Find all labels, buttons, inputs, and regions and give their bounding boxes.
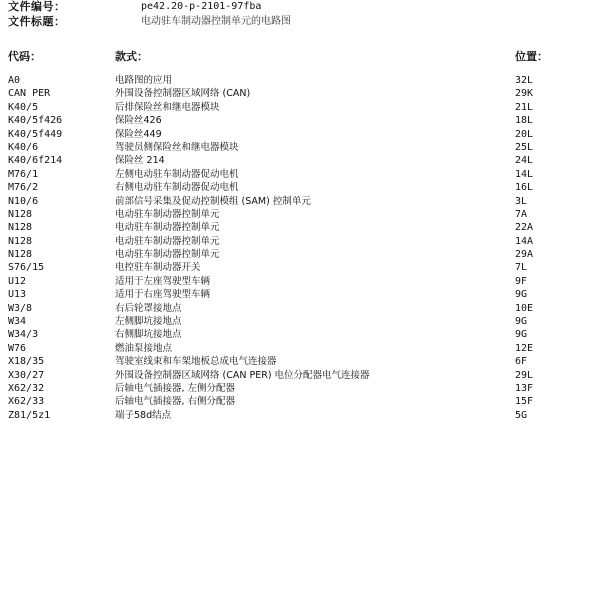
row-position: 12E <box>515 342 534 354</box>
row-position: 29K <box>515 88 534 100</box>
row-code: X62/33 <box>8 396 45 408</box>
row-description: 电动驻车制动器控制单元 <box>115 208 220 220</box>
header-position: 位置： <box>515 50 548 63</box>
row-position: 16L <box>515 182 534 194</box>
row-code: N128 <box>8 222 33 234</box>
table-row <box>8 409 598 422</box>
table-header <box>8 50 598 64</box>
row-position: 24L <box>515 155 534 167</box>
table-row <box>8 288 598 301</box>
table-row <box>8 74 598 87</box>
row-position: 13F <box>515 382 534 394</box>
row-position: 7A <box>515 208 528 220</box>
row-code: M76/2 <box>8 182 39 194</box>
row-position: 20L <box>515 128 534 140</box>
row-description: 后轴电气插接器, 左侧分配器 <box>115 382 236 394</box>
row-code: K40/6 <box>8 141 39 153</box>
row-description: 电动驻车制动器控制单元 <box>115 235 220 247</box>
table-row <box>8 369 598 382</box>
legend-table <box>8 74 598 422</box>
table-row <box>8 382 598 395</box>
table-row <box>8 208 598 221</box>
row-position: 29A <box>515 249 534 261</box>
table-row <box>8 101 598 114</box>
row-position: 9G <box>515 329 528 341</box>
row-description: 电动驻车制动器控制单元 <box>115 249 220 261</box>
row-position: 32L <box>515 75 534 86</box>
table-row <box>8 235 598 248</box>
row-description: 保险丝 214 <box>115 155 165 167</box>
row-code: K40/6f214 <box>8 155 63 167</box>
row-position: 3L <box>515 195 528 207</box>
row-description: 电动驻车制动器控制单元 <box>115 222 220 234</box>
row-description: 保险丝426 <box>115 115 162 127</box>
row-position: 18L <box>515 115 534 127</box>
row-description: 驾驶室线束和车架地板总成电气连接器 <box>115 356 277 368</box>
row-code: N128 <box>8 208 33 220</box>
row-description: 外围设备控制器区域网络 (CAN) <box>115 88 251 100</box>
table-row <box>8 87 598 100</box>
table-row <box>8 168 598 181</box>
table-row <box>8 114 598 127</box>
header-description: 款式： <box>115 50 148 63</box>
row-description: 适用于右座驾驶型车辆 <box>115 289 211 301</box>
row-description: 右侧电动驻车制动器促动电机 <box>115 182 239 194</box>
table-row <box>8 154 598 167</box>
table-row <box>8 275 598 288</box>
row-code: U12 <box>8 275 27 287</box>
table-row <box>8 141 598 154</box>
header-code: 代码： <box>8 50 41 63</box>
row-position: 22A <box>515 222 534 234</box>
table-row <box>8 128 598 141</box>
row-position: 5G <box>515 409 528 421</box>
row-code: Z81/5z1 <box>8 409 51 421</box>
row-code: S76/15 <box>8 262 45 274</box>
row-code: CAN PER <box>8 88 51 100</box>
row-position: 21L <box>515 101 534 113</box>
table-row <box>8 248 598 261</box>
row-position: 9F <box>515 275 528 287</box>
row-description: 外围设备控制器区域网络 (CAN PER) 电位分配器电气连接器 <box>115 369 370 381</box>
row-code: X18/35 <box>8 356 45 368</box>
row-description: 适用于左座驾驶型车辆 <box>115 275 211 287</box>
row-position: 9G <box>515 289 528 301</box>
row-code: K40/5f426 <box>8 115 63 127</box>
row-code: N128 <box>8 235 33 247</box>
row-position: 25L <box>515 141 534 153</box>
table-row <box>8 261 598 274</box>
row-position: 14A <box>515 235 534 247</box>
row-code: W34 <box>8 316 27 328</box>
file-number-label: 文件编号： <box>8 0 66 13</box>
row-description: 燃油泵接地点 <box>115 342 173 354</box>
row-position: 6F <box>515 356 528 368</box>
row-position: 29L <box>515 369 534 381</box>
file-number-value: pe42.20-p-2101-97fba <box>141 1 262 12</box>
row-code: U13 <box>8 289 27 301</box>
row-code: K40/5f449 <box>8 128 63 140</box>
row-description: 电路图的应用 <box>115 75 173 86</box>
table-row <box>8 315 598 328</box>
row-position: 15F <box>515 396 534 408</box>
row-code: X30/27 <box>8 369 45 381</box>
table-row <box>8 181 598 194</box>
row-code: M76/1 <box>8 168 39 180</box>
row-position: 10E <box>515 302 534 314</box>
row-code: K40/5 <box>8 101 39 113</box>
row-description: 左侧电动驻车制动器促动电机 <box>115 168 239 180</box>
row-code: N10/6 <box>8 195 39 207</box>
row-description: 右侧脚坑接地点 <box>115 329 182 341</box>
row-code: W3/8 <box>8 302 33 314</box>
row-description: 右后轮罩接地点 <box>115 302 182 314</box>
row-description: 后轴电气插接器, 右侧分配器 <box>115 396 236 408</box>
row-description: 端子58d结点 <box>115 409 172 421</box>
file-title-label: 文件标题： <box>8 15 66 28</box>
table-row <box>8 328 598 341</box>
row-position: 14L <box>515 168 534 180</box>
table-row <box>8 221 598 234</box>
table-row <box>8 302 598 315</box>
row-description: 后排保险丝和继电器模块 <box>115 101 220 113</box>
row-code: W34/3 <box>8 329 39 341</box>
file-title-value: 电动驻车制动器控制单元的电路图 <box>141 16 291 27</box>
row-code: W76 <box>8 342 27 354</box>
table-row <box>8 195 598 208</box>
table-row <box>8 395 598 408</box>
row-code: X62/32 <box>8 382 45 394</box>
row-description: 前部信号采集及促动控制模组 (SAM) 控制单元 <box>115 195 311 207</box>
row-code: A0 <box>8 75 21 86</box>
table-row <box>8 342 598 355</box>
row-position: 9G <box>515 316 528 328</box>
table-row <box>8 355 598 368</box>
row-position: 7L <box>515 262 528 274</box>
row-description: 驾驶员侧保险丝和继电器模块 <box>115 141 239 153</box>
row-description: 左侧脚坑接地点 <box>115 316 182 328</box>
row-description: 保险丝449 <box>115 128 162 140</box>
row-code: N128 <box>8 249 33 261</box>
row-description: 电控驻车制动器开关 <box>115 262 201 274</box>
